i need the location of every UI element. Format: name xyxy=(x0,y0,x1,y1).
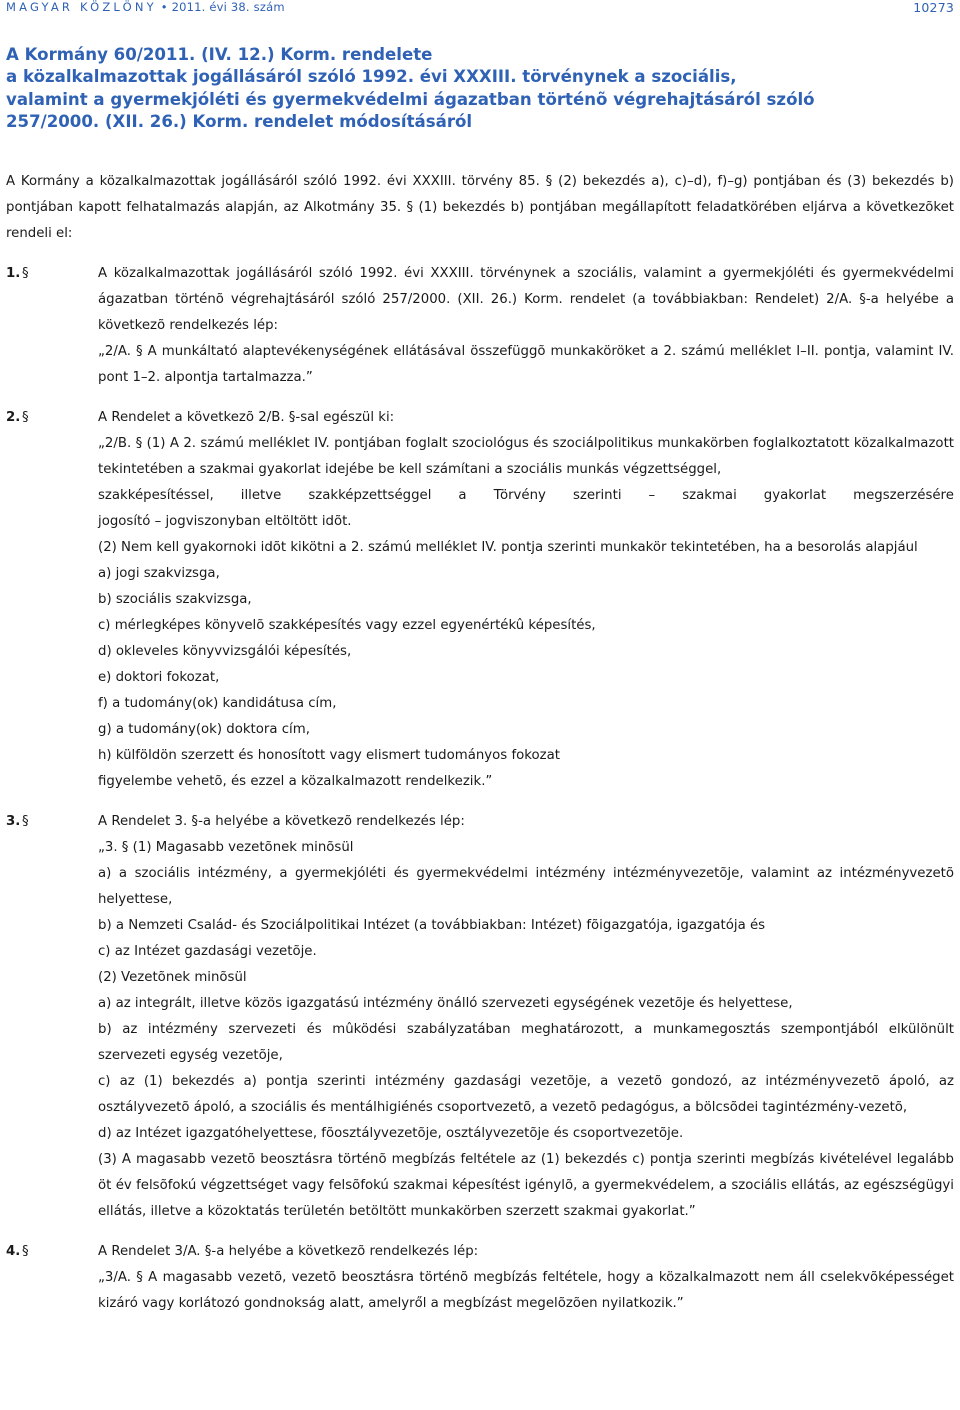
paragraph-1: „2/B. § (1) A 2. számú melléklet IV. pontjában foglalt szociológus és szociálpolitikus munkakörben foglalkoztatott közalkalmazott tekintetében a szakmai gyakorlat idejébe be kell számítani a szociális munkás végzettséggel, xyxy=(98,436,954,477)
section-symbol: § xyxy=(22,814,29,829)
amended-text: „2/A. § A munkáltató alaptevékenységének ellátásával összefüggõ munkaköröket a 2. számú melléklet I–II. pontja, valamint IV. pont 1–2. alpontja tartalmazza.” xyxy=(98,344,954,385)
document-body xyxy=(6,169,954,1317)
provision-line: (3) A magasabb vezetõ beosztásra történõ megbízás feltétele az (1) bekezdés c) pontja szerinti megbízás kivételével legalább öt év felsõfokú végzettséget vagy felsõfokú szakmai képesítést igénylõ, a gyermekvédelem, a szociális ellátás, az egészségügyi ellátás, illetve a közoktatás területén betöltött munkakörben szerzett szakmai gyakorlat.” xyxy=(98,1152,954,1219)
section-4 xyxy=(6,1239,954,1317)
section-3 xyxy=(6,809,954,1225)
word: Törvény xyxy=(493,488,546,503)
provision-line: a) a szociális intézmény, a gyermekjóléti és gyermekvédelmi intézmény intézményvezetõje, valamint az intézményvezetõ helyettese, xyxy=(98,866,954,907)
section-1 xyxy=(6,261,954,391)
section-symbol: § xyxy=(22,1244,29,1259)
list-item: e) doktori fokozat, xyxy=(98,670,220,685)
section-intro: A Rendelet 3/A. §-a helyébe a következõ rendelkezés lép: xyxy=(98,1244,479,1259)
list-item: g) a tudomány(ok) doktora cím, xyxy=(98,722,310,737)
section-number: 4. xyxy=(6,1244,21,1259)
title-line-1: A Kormány 60/2011. (IV. 12.) Korm. rendelete xyxy=(6,45,433,64)
word: szerinti xyxy=(572,488,622,503)
provision-line: b) az intézmény szervezeti és mûködési szabályzatában meghatározott, a munkamegosztás szempontjából elkülönült szervezeti egység vezetõje, xyxy=(98,1022,954,1063)
header-journal-info xyxy=(6,0,285,14)
paragraph-1-end: jogosító – jogviszonyban eltöltött idõt. xyxy=(98,514,352,529)
provision-line: c) az Intézet gazdasági vezetõje. xyxy=(98,944,317,959)
amended-text: „3/A. § A magasabb vezetõ, vezetõ beosztásra történõ megbízás feltétele, hogy a közalkalmazott nem áll cselekvõképességet kizáró vagy korlátozó gondnokság alatt, amelyről a megbízást megelõzõen nyilatkozik.” xyxy=(98,1270,954,1311)
list-item: f) a tudomány(ok) kandidátusa cím, xyxy=(98,696,337,711)
page-header xyxy=(6,0,954,14)
list-item: b) szociális szakvizsga, xyxy=(98,592,252,607)
provision-line: c) az (1) bekezdés a) pontja szerinti intézmény gazdasági vezetõje, a vezetõ gondozó, az intézményvezetõ ápoló, az osztályvezetõ ápoló, a szociális és mentálhigiénés csoportvezetõ, a vezetõ pedagógus, a bölcsõdei tagintézmény-vezetõ, xyxy=(98,1074,954,1115)
paragraph-2: (2) Nem kell gyakornoki idõt kikötni a 2. számú melléklet IV. pontja szerinti munkakör tekintetében, ha a besorolás alapjául xyxy=(98,540,918,555)
closing-text: figyelembe vehetõ, és ezzel a közalkalmazott rendelkezik.” xyxy=(98,774,493,789)
title-line-3: valamint a gyermekjóléti és gyermekvédelmi ágazatban történõ végrehajtásáról szóló xyxy=(6,89,815,109)
title-line-2: a közalkalmazottak jogállásáról szóló 1992. évi XXXIII. törvénynek a szociális, xyxy=(6,67,737,87)
issue-info: 2011. évi 38. szám xyxy=(171,0,285,14)
section-symbol: § xyxy=(22,266,29,281)
section-symbol: § xyxy=(22,410,29,425)
header-bullet: • xyxy=(160,0,168,14)
preamble: A Kormány a közalkalmazottak jogállásáról szóló 1992. évi XXXIII. törvény 85. § (2) bekezdés a), c)–d), f)–g) pontjában és (3) bekezdés b) pontjában kapott felhatalmazás alapján, az Alkotmány 35. § (1) bekezdés b) pontjában megállapított feladatkörében eljárva a következõket rendeli el: xyxy=(6,174,954,241)
provision-line: a) az integrált, illetve közös igazgatású intézmény önálló szervezeti egységének vezetõje és helyettese, xyxy=(98,996,793,1011)
word: gyakorlat xyxy=(763,488,827,503)
page-number: 10273 xyxy=(913,0,954,15)
section-number: 3. xyxy=(6,814,21,829)
word: szakmai xyxy=(682,488,737,503)
section-number: 1. xyxy=(6,266,21,281)
list-item: d) okleveles könyvvizsgálói képesítés, xyxy=(98,644,352,659)
section-number: 2. xyxy=(6,410,21,425)
section-intro: A közalkalmazottak jogállásáról szóló 1992. évi XXXIII. törvénynek a szociális, valamint a gyermekjóléti és gyermekvédelmi ágazatban történõ végrehajtásáról szóló 257/2000. (XII. 26.) Korm. rendelet (a továbbiakban: Rendelet) 2/A. §-a helyébe a következõ rendelkezés lép: xyxy=(98,266,954,333)
word: – xyxy=(648,488,656,503)
word: szakképesítéssel, xyxy=(98,488,214,503)
list-item: a) jogi szakvizsga, xyxy=(98,566,220,581)
document-title xyxy=(6,44,936,133)
list-item: c) mérlegképes könyvelõ szakképesítés vagy ezzel egyenértékû képesítés, xyxy=(98,618,596,633)
section-intro: A Rendelet 3. §-a helyébe a következõ rendelkezés lép: xyxy=(98,814,465,829)
section-intro: A Rendelet a következõ 2/B. §-sal egészül ki: xyxy=(98,410,395,425)
word: a xyxy=(458,488,467,503)
provision-line: b) a Nemzeti Család- és Szociálpolitikai Intézet (a továbbiakban: Intézet) fõigazgatója, igazgatója és xyxy=(98,918,766,933)
provision-line: d) az Intézet igazgatóhelyettese, fõosztályvezetõje, osztályvezetõje és csoportvezetõje. xyxy=(98,1126,684,1141)
title-line-4: 257/2000. (XII. 26.) Korm. rendelet módosításáról xyxy=(6,111,473,131)
paragraph-1-justified-line xyxy=(98,483,954,509)
word: illetve xyxy=(240,488,282,503)
word: megszerzésére xyxy=(853,488,954,503)
provision-line: (2) Vezetõnek minõsül xyxy=(98,970,247,985)
provision-line: „3. § (1) Magasabb vezetõnek minõsül xyxy=(98,840,354,855)
list-item: h) külföldön szerzett és honosított vagy elismert tudományos fokozat xyxy=(98,748,560,763)
word: szakképzettséggel xyxy=(308,488,432,503)
section-2 xyxy=(6,405,954,795)
journal-title: MAGYAR KÖZLÖNY xyxy=(6,0,157,14)
